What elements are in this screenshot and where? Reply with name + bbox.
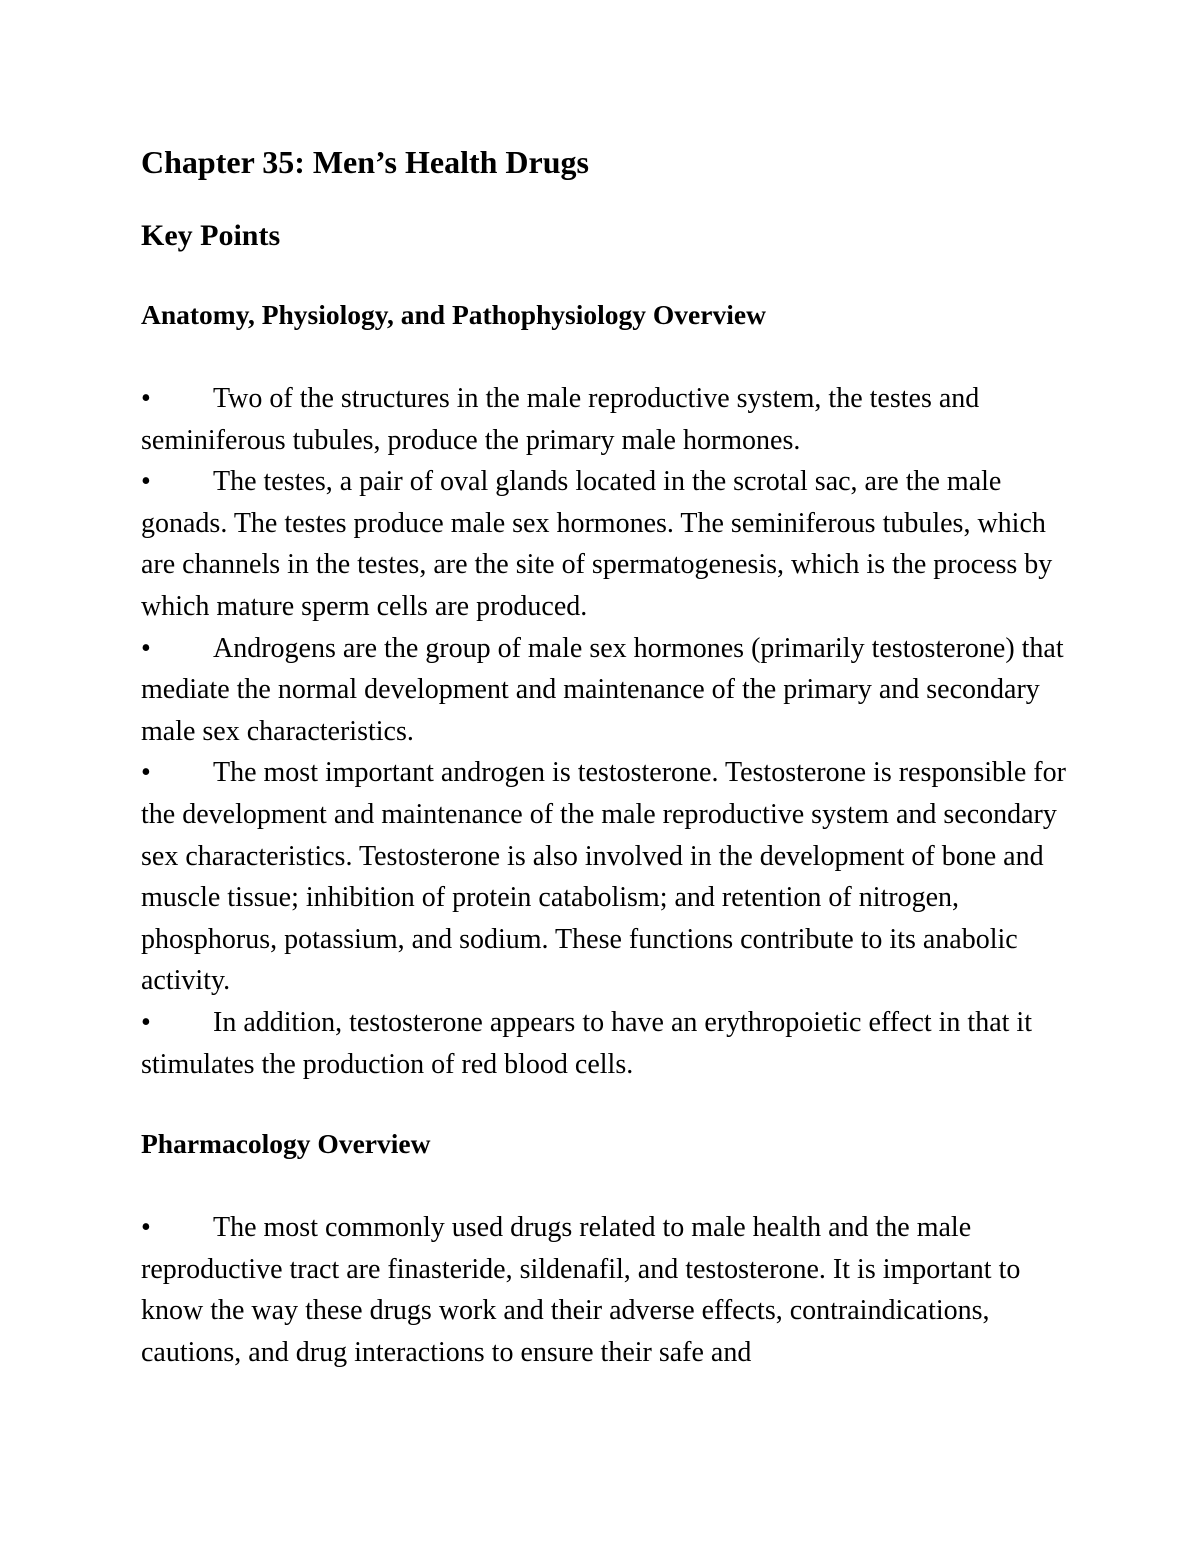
bullet-icon: • — [141, 383, 151, 414]
list-item — [141, 1207, 1071, 1373]
bullet-text: Two of the structures in the male reproductive system, the testes and seminiferous tubules, produce the primary male hormones. — [141, 383, 980, 456]
bullet-text: In addition, testosterone appears to have an erythropoietic effect in that it stimulates the production of red blood cells. — [141, 1006, 1032, 1080]
key-points-heading: Key Points — [141, 219, 281, 252]
bullet-text: The most important androgen is testosterone. Testosterone is responsible for the development and maintenance of the male reproductive system and secondary sex characteristics. Testosterone is also involved in the development of bone and muscle tissue; inhibition of protein catabolism; and retention of nitrogen, phosphorus, potassium, and sodium. These functions contribute to its anabolic activity. — [141, 757, 1066, 997]
section-heading-anatomy: Anatomy, Physiology, and Pathophysiology Overview — [141, 299, 766, 330]
bullet-icon: • — [141, 757, 151, 789]
list-item — [141, 1002, 1071, 1085]
list-item — [141, 461, 1071, 627]
bullet-text: The testes, a pair of oval glands located in the scrotal sac, are the male gonads. The testes produce male sex hormones. The seminiferous tubules, which are channels in the testes, are the site of spermatogenesis, which is the process by which mature sperm cells are produced. — [141, 466, 1053, 622]
bullet-icon: • — [141, 1212, 151, 1244]
list-item — [141, 752, 1071, 1002]
bullet-icon: • — [141, 466, 151, 498]
section-heading-pharmacology: Pharmacology Overview — [141, 1128, 431, 1160]
list-item — [141, 378, 1071, 461]
bullet-icon: • — [141, 632, 151, 664]
chapter-title: Chapter 35: Men’s Health Drugs — [141, 144, 589, 180]
bullet-text: The most commonly used drugs related to male health and the male reproductive tract are finasteride, sildenafil, and testosterone. It is important to know the way these drugs work and their adverse effects, contraindications, cautions, and drug interactions to ensure their safe and — [141, 1212, 1021, 1368]
bullet-list-anatomy — [141, 378, 1071, 1085]
document-page — [141, 140, 1071, 1373]
list-item — [141, 628, 1071, 753]
bullet-text: Androgens are the group of male sex hormones (primarily testosterone) that mediate the normal development and maintenance of the primary and secondary male sex characteristics. — [141, 632, 1064, 747]
bullet-icon: • — [141, 1006, 151, 1038]
bullet-list-pharmacology — [141, 1207, 1071, 1373]
